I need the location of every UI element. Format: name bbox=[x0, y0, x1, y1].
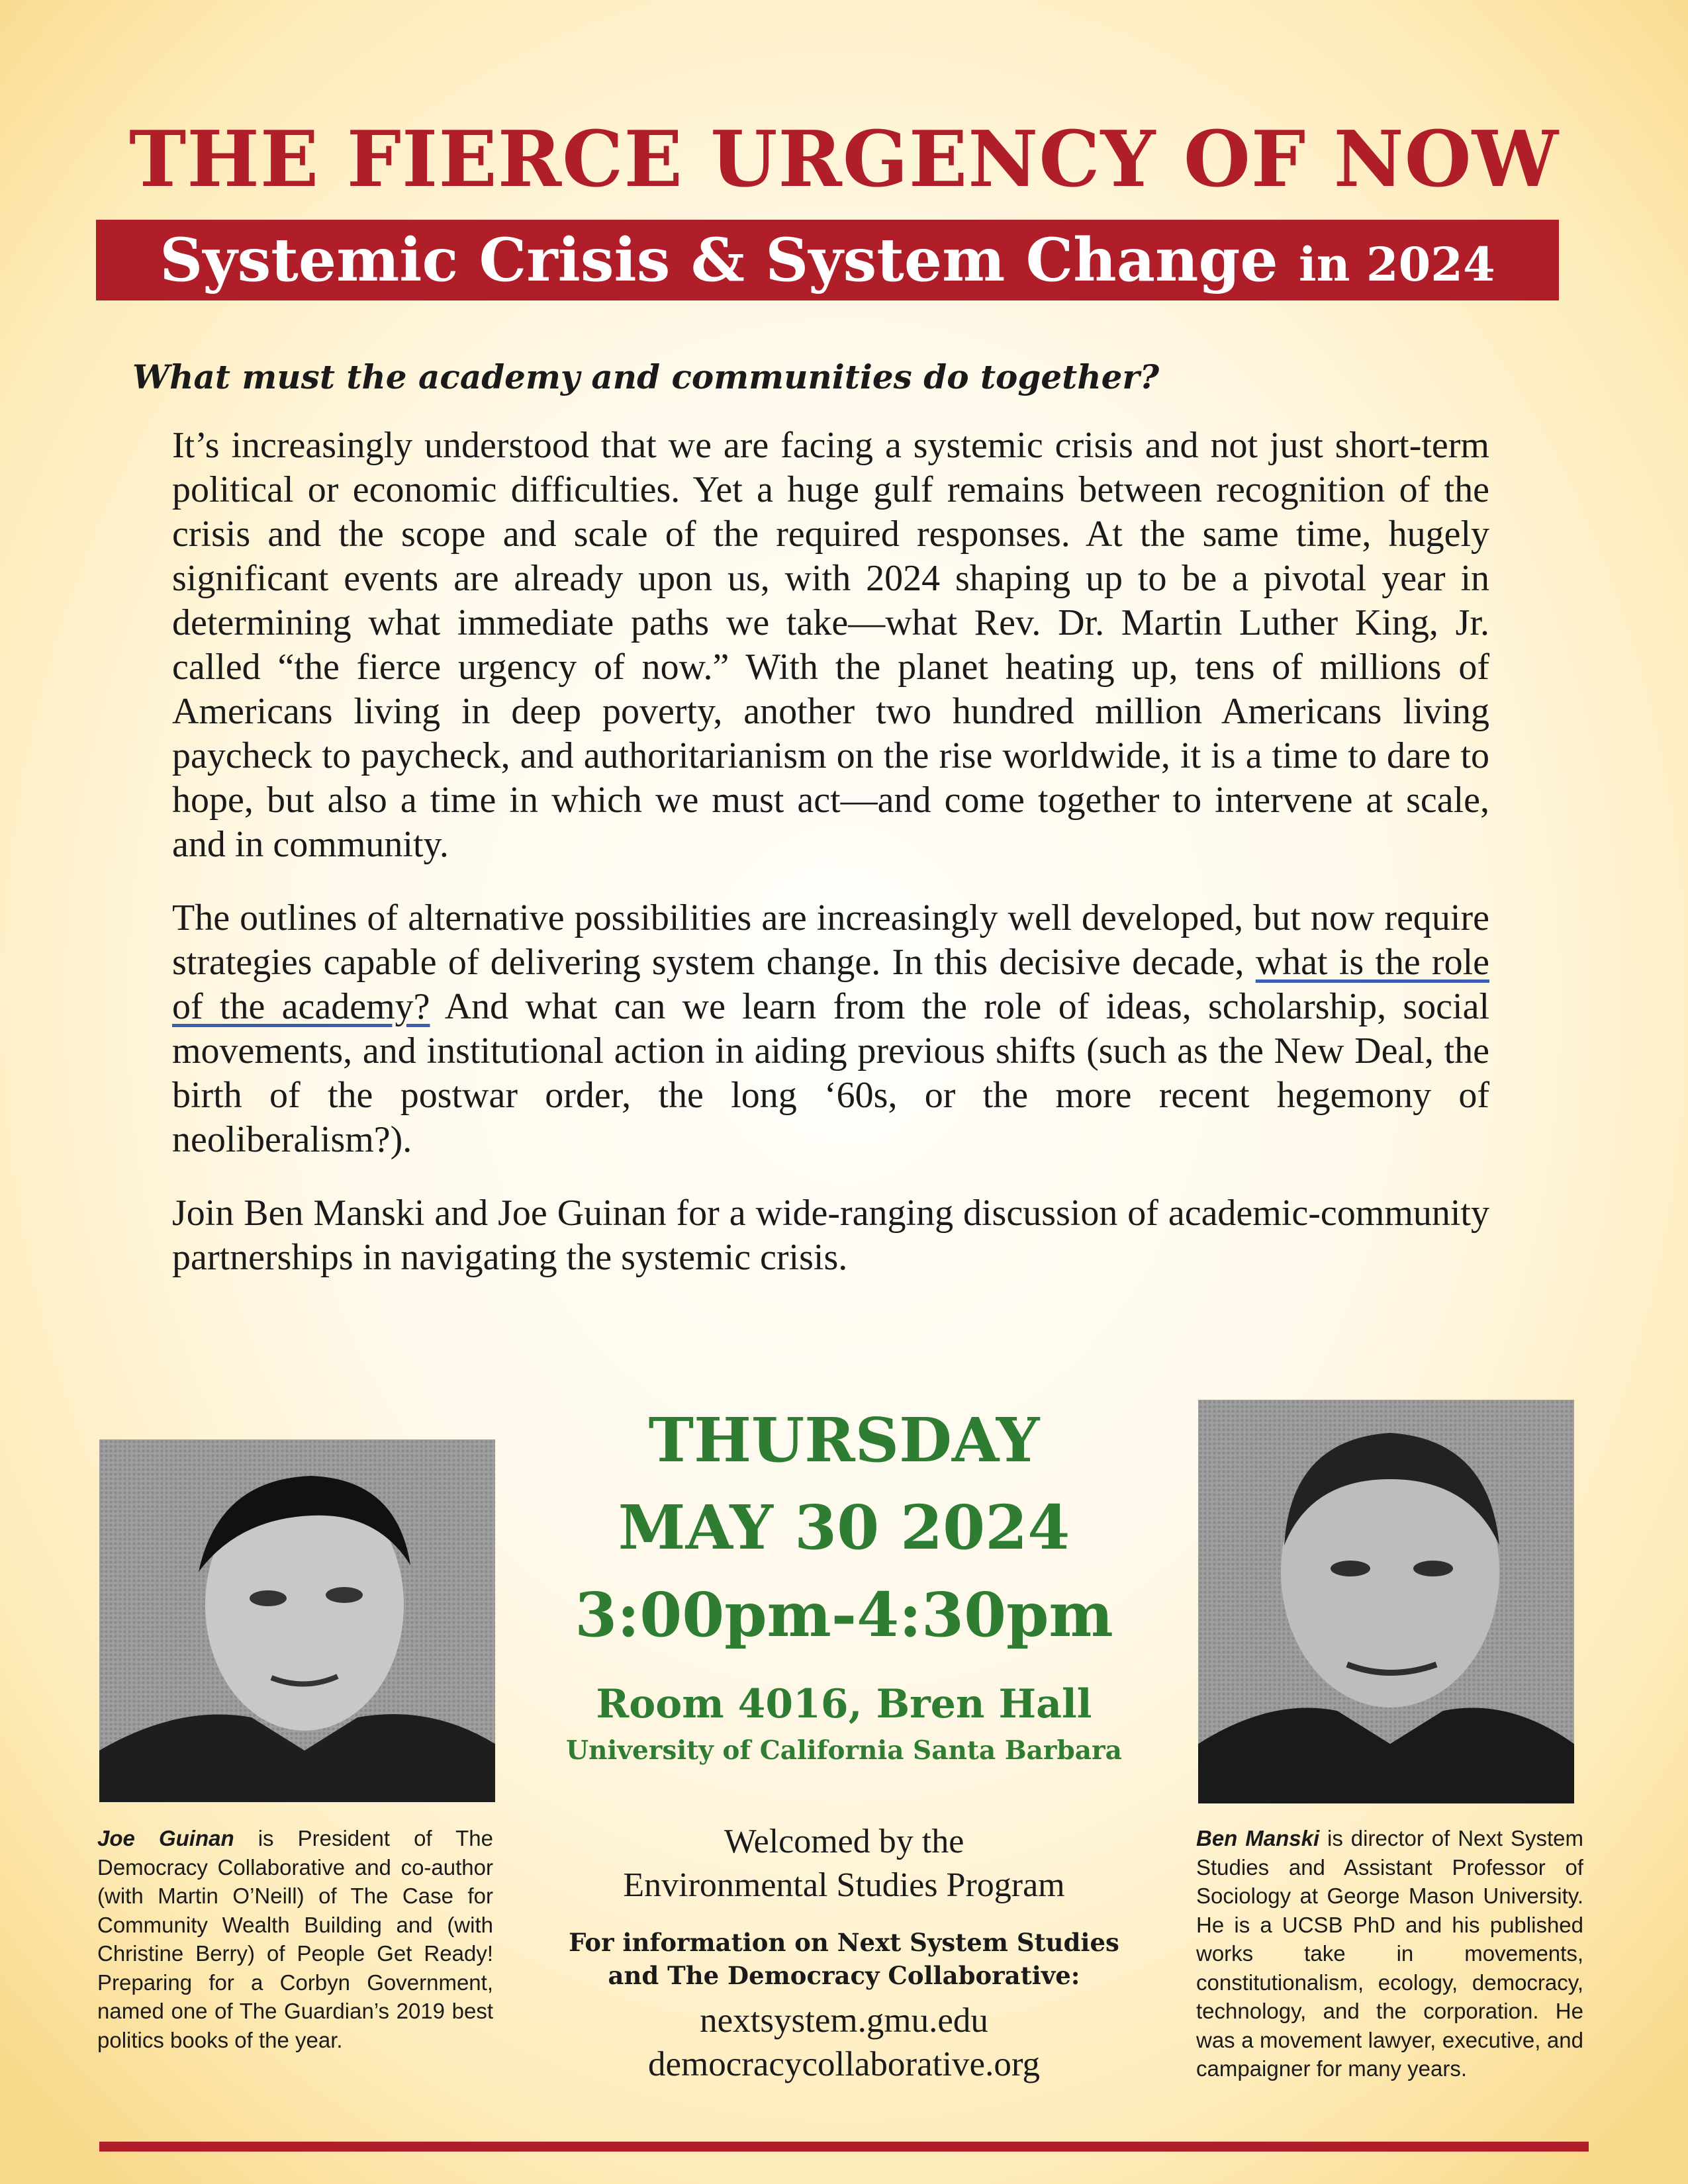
welcome-line-1: Welcomed by the bbox=[724, 1823, 964, 1860]
bottom-divider bbox=[99, 2142, 1589, 2152]
info-label bbox=[516, 1926, 1172, 1992]
event-university: University of California Santa Barbara bbox=[566, 1735, 1122, 1766]
subtitle-main: Systemic Crisis & System Change bbox=[160, 225, 1278, 295]
info-links bbox=[516, 1999, 1172, 2086]
ben-manski-bio bbox=[1196, 1824, 1583, 2083]
nextsystem-link[interactable]: nextsystem.gmu.edu bbox=[700, 2001, 988, 2040]
paragraph-3: Join Ben Manski and Joe Guinan for a wide-ranging discussion of academic-community partnerships in navigating the systemic crisis. bbox=[172, 1193, 1489, 1278]
paragraph-2 bbox=[172, 896, 1489, 1162]
portrait-placeholder-left bbox=[99, 1439, 495, 1802]
subtitle-banner bbox=[96, 220, 1559, 300]
joe-guinan-photo bbox=[99, 1439, 495, 1802]
welcome-line-2: Environmental Studies Program bbox=[623, 1866, 1065, 1904]
flyer-title: THE FIERCE URGENCY OF NOW bbox=[128, 114, 1559, 205]
event-date: MAY 30 2024 bbox=[618, 1492, 1070, 1563]
info-line-2: and The Democracy Collaborative: bbox=[608, 1961, 1080, 1990]
ben-manski-name: Ben Manski bbox=[1196, 1826, 1320, 1850]
joe-guinan-bio-text: is President of The Democracy Collaborative and co-author (with Martin O’Neill) of The Case for Community Wealth Building and (with Christine Berry) of People Get Ready! Preparing for a Corbyn Government, named one of The Guardian’s 2019 best politics books of the year. bbox=[97, 1826, 493, 2052]
lead-question: What must the academy and communities do together? bbox=[132, 357, 1160, 396]
paragraph-2-end: And what can we learn from the role of ideas, scholarship, social movements, and institutional action in aiding previous shifts (such as the New Deal, the birth of the postwar order, the long ‘60s, or the more recent hegemony of neoliberalism?). bbox=[172, 986, 1490, 1160]
event-time: 3:00pm-4:30pm bbox=[575, 1579, 1113, 1651]
body-text bbox=[172, 424, 1489, 1309]
subtitle-year: in 2024 bbox=[1299, 237, 1495, 292]
democracy-collaborative-link[interactable]: democracycollaborative.org bbox=[647, 2045, 1041, 2083]
portrait-placeholder-right bbox=[1198, 1400, 1574, 1803]
event-datetime bbox=[516, 1396, 1172, 1659]
joe-guinan-bio bbox=[97, 1824, 493, 2054]
event-room: Room 4016, Bren Hall bbox=[596, 1681, 1092, 1727]
info-line-1: For information on Next System Studies bbox=[569, 1928, 1119, 1957]
paragraph-1: It’s increasingly understood that we are facing a systemic crisis and not just short-term political or economic difficulties. Yet a huge gulf remains between recognition of the crisis and the scope and scale of the required responses. At the same time, hugely significant events are already upon us, with 2024 shaping up to be a pivotal year in determining what immediate paths we take—what Rev. Dr. Martin Luther King, Jr. called “the fierce urgency of now.” With the planet heating up, tens of millions of Americans living in deep poverty, another two hundred million Americans living paycheck to paycheck, and authoritarianism on the rise worldwide, it is a time to dare to hope, but also a time in which we must act—and come together to intervene at scale, and in community. bbox=[172, 425, 1489, 865]
paragraph-2-start: The outlines of alternative possibilities are increasingly well developed, but now require strategies capable of delivering system change. In this decisive decade, bbox=[172, 897, 1489, 983]
ben-manski-photo bbox=[1198, 1400, 1574, 1803]
joe-guinan-name: Joe Guinan bbox=[97, 1826, 234, 1850]
academy-role-link[interactable]: what is the role of the academy? bbox=[172, 942, 1489, 1027]
ben-manski-bio-text: is director of Next System Studies and Assistant Professor of Sociology at George Mason University. He is a UCSB PhD and his published works take in movements, constitutionalism, ecology, democracy, technology, and the corporation. He was a movement lawyer, executive, and campaigner for many years. bbox=[1196, 1826, 1583, 2081]
event-day: THURSDAY bbox=[648, 1404, 1040, 1476]
welcome-note bbox=[516, 1820, 1172, 1907]
